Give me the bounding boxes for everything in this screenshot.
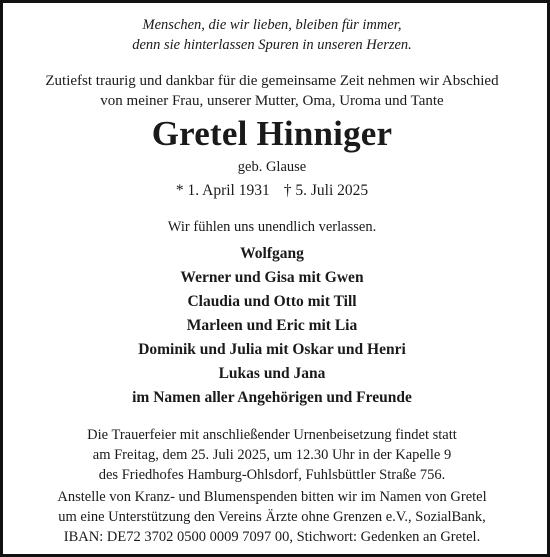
donation-line-1: Anstelle von Kranz- und Blumenspenden bitten wir im Namen von Gretel xyxy=(57,489,487,505)
family-line: Marleen und Eric mit Lia xyxy=(186,317,358,334)
intro-line-1: Zutiefst traurig und dankbar für die gemeinsame Zeit nehmen wir Abschied xyxy=(45,73,499,89)
donation-line-2: um eine Unterstützung den Vereins Ärzte ohne Grenzen e.V., SozialBank, xyxy=(58,509,486,525)
death-date: † 5. Juli 2025 xyxy=(283,182,369,199)
family-line: im Namen aller Angehörigen und Freunde xyxy=(132,389,412,406)
intro-line-2: von meiner Frau, unserer Mutter, Oma, Uroma und Tante xyxy=(100,93,444,109)
funeral-line-2: am Freitag, dem 25. Juli 2025, um 12.30 Uhr in der Kapelle 9 xyxy=(92,447,452,463)
family-line: Werner und Gisa mit Gwen xyxy=(180,269,364,286)
motto-line-2: denn sie hinterlassen Spuren in unseren Herzen. xyxy=(132,37,412,53)
funeral-line-1: Die Trauerfeier mit anschließender Urnenbeisetzung findet statt xyxy=(87,427,457,443)
family-line: Wolfgang xyxy=(240,245,304,262)
family-line: Claudia und Otto mit Till xyxy=(187,293,357,310)
donation-line-3: IBAN: DE72 3702 0500 0009 7097 00, Stichwort: Gedenken an Gretel. xyxy=(63,529,481,545)
family-line: Dominik und Julia mit Oskar und Henri xyxy=(138,341,406,358)
motto-line-1: Menschen, die wir lieben, bleiben für immer, xyxy=(142,17,402,33)
funeral-line-3: des Friedhofes Hamburg-Ohlsdorf, Fuhlsbüttler Straße 756. xyxy=(98,467,446,483)
family-line: Lukas und Jana xyxy=(218,365,326,382)
mourning-line: Wir fühlen uns unendlich verlassen. xyxy=(167,219,377,235)
birth-name: geb. Glause xyxy=(237,159,307,175)
deceased-name: Gretel Hinniger xyxy=(151,114,393,153)
life-dates xyxy=(0,182,544,200)
birth-date: * 1. April 1931 xyxy=(175,182,270,199)
